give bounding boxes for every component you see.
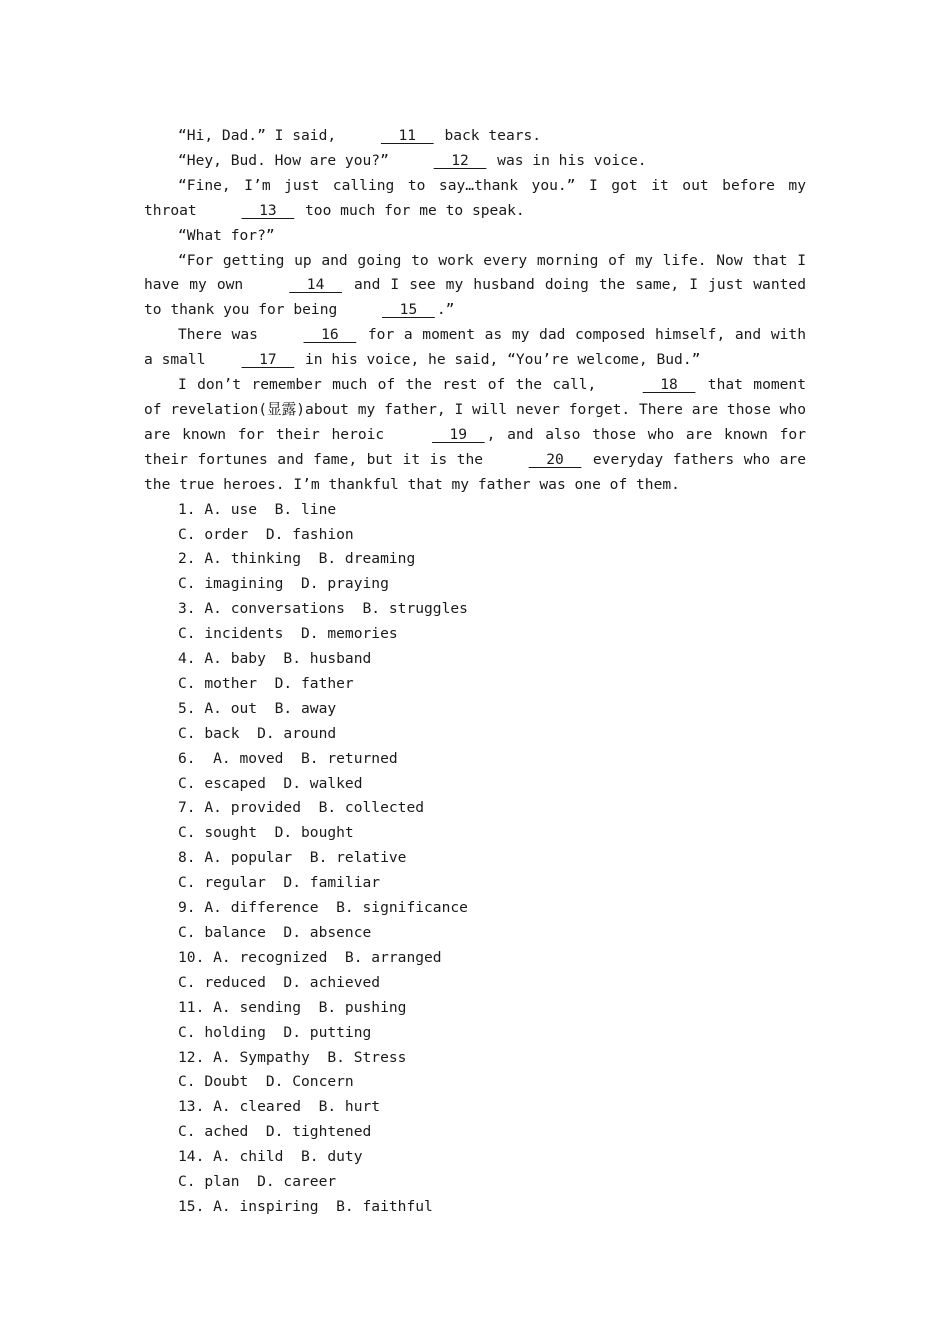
option-line: 5. A. out B. away: [178, 699, 337, 717]
option-line: 15. A. inspiring B. faithful: [178, 1197, 433, 1215]
answer-blank: 18: [642, 376, 696, 394]
option-line: 8. A. popular B. relative: [178, 849, 407, 867]
passage-text: and I see my husband doing the same, I just wanted to thank you for being: [144, 276, 806, 319]
passage-paragraph: [144, 323, 806, 373]
passage-text: “Hi, Dad.” I said,: [178, 127, 345, 144]
option-line: C. plan D. career: [178, 1173, 337, 1191]
answer-options-list: [144, 498, 806, 1220]
option-line: C. Doubt D. Concern: [178, 1073, 354, 1091]
option-line: 3. A. conversations B. struggles: [178, 600, 468, 618]
document-page: [144, 124, 806, 1220]
passage-text: was in his voice.: [488, 151, 647, 169]
answer-blank: 11: [380, 127, 434, 144]
passage-text: back tears.: [435, 127, 542, 144]
option-line: C. incidents D. memories: [178, 625, 398, 643]
option-line: C. balance D. absence: [178, 924, 372, 941]
passage-text: There was: [178, 326, 268, 344]
answer-blank: 17: [241, 351, 295, 369]
option-line: C. back D. around: [178, 724, 337, 742]
answer-blank: 15: [382, 301, 435, 319]
option-line: 6. A. moved B. returned: [178, 749, 398, 767]
passage-text: I don’t remember much of the rest of the call,: [178, 376, 607, 394]
passage-text: everyday fathers who are the true heroes. I’m thankful that my father was one of them.: [144, 450, 806, 493]
passage-text: too much for me to speak.: [296, 201, 525, 219]
passage-paragraph: [144, 373, 806, 498]
option-line: 9. A. difference B. significance: [178, 899, 468, 917]
passage-text: that moment of revelation(显露)about my father, I will never forget. There are those who are known for their heroic: [144, 376, 807, 443]
option-line: 14. A. child B. duty: [178, 1148, 363, 1166]
option-line: C. order D. fashion: [178, 525, 354, 543]
option-line: C. ached D. tightened: [178, 1123, 372, 1141]
answer-blank: 12: [433, 151, 487, 169]
passage-text: .”: [436, 301, 455, 319]
option-line: C. reduced D. achieved: [178, 973, 381, 991]
option-line: C. imagining D. praying: [178, 575, 389, 593]
option-line: C. sought D. bought: [178, 824, 354, 842]
option-line: C. mother D. father: [178, 674, 354, 692]
passage-paragraph: [144, 249, 806, 324]
option-line: 7. A. provided B. collected: [178, 799, 425, 817]
option-line: C. escaped D. walked: [178, 774, 363, 792]
passage-text: “Hey, Bud. How are you?”: [178, 151, 398, 169]
passage-paragraph: [144, 149, 806, 174]
answer-blank: 16: [303, 326, 357, 344]
option-line: 10. A. recognized B. arranged: [178, 948, 442, 966]
answer-blank: 14: [289, 276, 342, 294]
passage-text: , and also those who are known for their fortunes and fame, but it is the: [144, 425, 807, 468]
option-line: C. regular D. familiar: [178, 874, 381, 892]
passage-text: “What for?”: [178, 226, 275, 244]
passage-text: “For getting up and going to work every morning of my life. Now that I have my own: [144, 251, 806, 294]
option-line: 13. A. cleared B. hurt: [178, 1098, 381, 1116]
passage-text: for a moment as my dad composed himself, and with a small: [144, 326, 806, 369]
passage-paragraph: [144, 174, 806, 224]
option-line: C. holding D. putting: [178, 1023, 372, 1041]
passage-text: “Fine, I’m just calling to say…thank you.” I got it out before my throat: [144, 176, 806, 219]
option-line: 11. A. sending B. pushing: [178, 998, 407, 1016]
option-line: 2. A. thinking B. dreaming: [178, 550, 416, 568]
option-line: 4. A. baby B. husband: [178, 650, 372, 668]
answer-blank: 13: [241, 201, 295, 219]
option-line: 1. A. use B. line: [178, 500, 337, 518]
option-line: 12. A. Sympathy B. Stress: [178, 1048, 407, 1066]
passage-paragraph: [144, 224, 806, 249]
answer-blank: 20: [528, 450, 582, 468]
answer-blank: 19: [431, 425, 485, 443]
passage-text: in his voice, he said, “You’re welcome, Bud.”: [296, 351, 701, 369]
cloze-passage: [144, 124, 806, 498]
passage-paragraph: [144, 124, 806, 149]
